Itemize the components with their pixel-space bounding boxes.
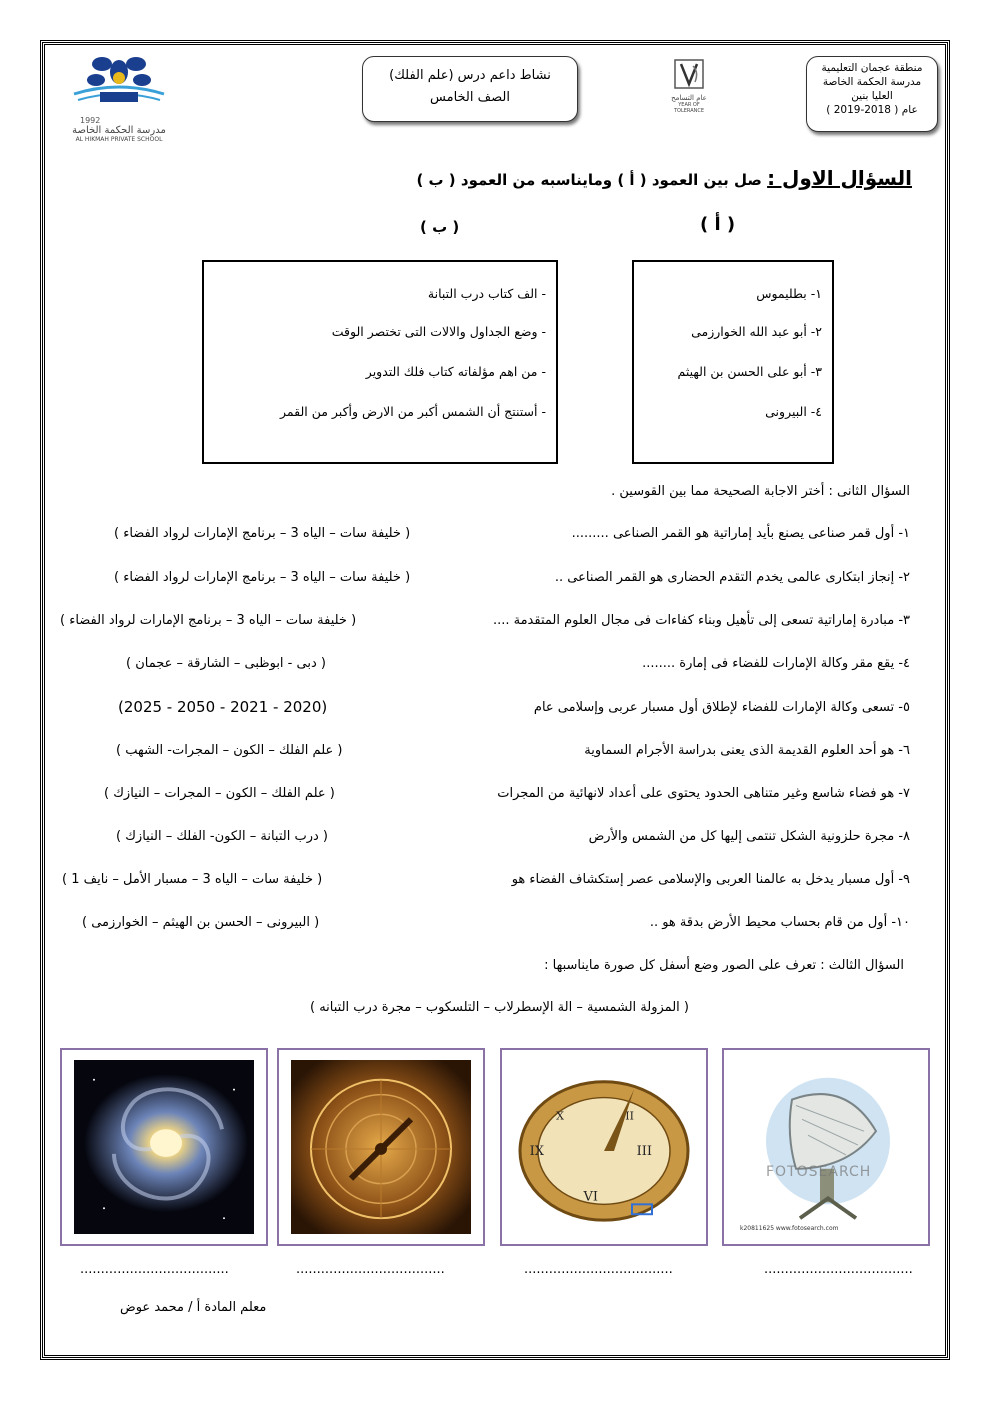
svg-text:II: II: [625, 1109, 634, 1123]
column-a-box: [632, 260, 834, 464]
q2-question-7: ٧- هو فضاء شاسع وغير متناهى الحدود يحتوى على أعداد لانهائية من المجرات: [497, 786, 910, 801]
q1-instruction: صل بين العمود ( أ ) ومايناسبه من العمود ( ب ): [416, 171, 762, 189]
q2-options-10: ( البيرونى – الحسن بن الهيثم – الخوارزمى ): [82, 915, 320, 930]
q3-choices: ( المزولة الشمسية – الة الإسطرلاب – التلسكوب – مجرة درب التبانه ): [310, 1000, 689, 1015]
logo-name-ar: مدرسة الحكمة الخاصة: [72, 125, 166, 136]
q1-lead: السؤال الاول :: [767, 166, 912, 190]
q2-options-9: ( خليفة سات – الياه 3 – مسبار الأمل – نايف 1 ): [62, 872, 323, 887]
school-line-4: عام ( 2018-2019 ): [826, 104, 918, 116]
q2-question-6: ٦- هو أحد العلوم القديمة الذى يعنى بدراسة الأجرام السماوية: [584, 743, 910, 758]
svg-text:IX: IX: [529, 1143, 544, 1159]
lesson-title: نشاط داعم درس (علم الفلك): [389, 68, 551, 83]
q2-options-1: ( خليفة سات – الياه 3 – برنامج الإمارات لرواد الفضاء ): [114, 526, 411, 541]
col-b-label: ( ب ): [420, 218, 460, 236]
q2-question-8: ٨- مجرة حلزونية الشكل تنتمى إليها كل من الشمس والأرض: [588, 829, 910, 844]
col-b-item: - أستنتج أن الشمس أكبر من الارض وأكبر من القمر: [280, 404, 546, 419]
school-line-3: العليا بنين: [851, 90, 893, 102]
q3-heading: السؤال الثالث : تعرف على الصور وضع أسفل كل صورة مايناسبها :: [544, 958, 904, 973]
col-a-item: ٤- البيرونى: [765, 404, 822, 419]
col-a-label: ( أ ): [700, 214, 736, 235]
telescope-picture-frame: [722, 1048, 930, 1246]
q2-heading: السؤال الثانى : أختر الاجابة الصحيحة مما بين القوسين .: [611, 484, 910, 499]
svg-text:III: III: [636, 1143, 652, 1159]
answer-line-4[interactable]: ....................................: [764, 1262, 913, 1277]
fotosearch-caption: k20811625 www.fotosearch.com: [740, 1225, 839, 1232]
q2-question-10: ١٠- أول من قام بحساب محيط الأرض بدقة هو ..: [649, 915, 910, 930]
q2-options-4: ( دبى - ابوظبى – الشارقة – عجمان ): [126, 656, 326, 671]
col-b-item: - الف كتاب درب التبانة: [427, 286, 546, 301]
q2-question-2: ٢- إنجاز ابتكارى عالمى يخدم التقدم الحضارى هو القمر الصناعى ..: [554, 570, 910, 585]
tolerance-emblem-icon: [671, 58, 707, 92]
year-of-tolerance-logo: [664, 58, 714, 118]
school-logo: [60, 50, 178, 146]
sundial-image: [514, 1060, 694, 1234]
q2-question-3: ٣- مبادرة إماراتية تسعى إلى تأهيل وبناء كفاءات فى مجال العلوم المتقدمة ....: [492, 613, 910, 628]
q1-heading: [416, 166, 912, 190]
astrolabe-picture-frame: [277, 1048, 485, 1246]
q2-question-5: ٥- تسعى وكالة الإمارات للفضاء لإطلاق أول مسبار عربى وإسلامى عام: [533, 700, 910, 715]
tolerance-text-ar: عام التسامح: [671, 94, 707, 102]
sundial-picture-frame: [500, 1048, 708, 1246]
q2-options-6: ( علم الفلك – الكون – المجرات- الشهب ): [116, 743, 343, 758]
col-b-item: - من اهم مؤلفاته كتاب فلك التدوير: [365, 364, 546, 379]
answer-line-3[interactable]: ....................................: [524, 1262, 673, 1277]
column-b-box: [202, 260, 558, 464]
col-a-item: ٢- أبو عبد الله الخوارزمى: [691, 324, 822, 339]
tolerance-text-en: YEAR OF TOLERANCE: [673, 102, 705, 114]
school-line-1: منطقة عجمان التعليمية: [821, 62, 923, 74]
svg-text:X: X: [556, 1109, 564, 1123]
logo-year: 1992: [80, 116, 101, 125]
grade-label: الصف الخامس: [430, 90, 510, 105]
q2-options-5: (2025 - 2050 - 2021 - 2020): [118, 698, 328, 716]
galaxy-picture-frame: [60, 1048, 268, 1246]
astrolabe-image: [291, 1060, 471, 1234]
school-info-box: [806, 56, 938, 132]
col-b-item: - وضع الجداول والالات التى تختصر الوقت: [331, 324, 546, 339]
q2-question-4: ٤- يقع مقر وكالة الإمارات للفضاء فى إمارة ........: [642, 656, 910, 671]
q2-options-7: ( علم الفلك – الكون – المجرات – النيازك ): [104, 786, 335, 801]
col-a-item: ٣- أبو على الحسن بن الهيثم: [677, 364, 822, 379]
school-line-2: مدرسة الحكمة الخاصة: [822, 76, 922, 88]
q2-options-8: ( درب التبانة – الكون- الفلك – النيازك ): [116, 829, 328, 844]
school-emblem-icon: [64, 50, 174, 112]
answer-line-2[interactable]: ....................................: [296, 1262, 445, 1277]
lesson-title-box: [362, 56, 578, 122]
teacher-signature: معلم المادة أ / محمد عوض: [120, 1300, 267, 1315]
q2-options-2: ( خليفة سات – الياه 3 – برنامج الإمارات لرواد الفضاء ): [114, 570, 411, 585]
galaxy-image: [74, 1060, 254, 1234]
q2-question-9: ٩- أول مسبار يدخل به عالمنا العربى والإسلامى عصر إستكشاف الفضاء هو: [511, 872, 910, 887]
q2-question-1: ١- أول قمر صناعى يصنع بأيد إماراتية هو القمر الصناعى .........: [571, 526, 910, 541]
telescope-image: [736, 1060, 916, 1234]
col-a-item: ١- بطليموس: [756, 286, 822, 301]
fotosearch-watermark: FOTOSEARCH: [766, 1164, 872, 1180]
q2-options-3: ( خليفة سات – الياه 3 – برنامج الإمارات لرواد الفضاء ): [60, 613, 357, 628]
logo-name-en: AL HIKMAH PRIVATE SCHOOL: [75, 136, 163, 143]
answer-line-1[interactable]: ....................................: [80, 1262, 229, 1277]
svg-text:VI: VI: [583, 1189, 598, 1205]
